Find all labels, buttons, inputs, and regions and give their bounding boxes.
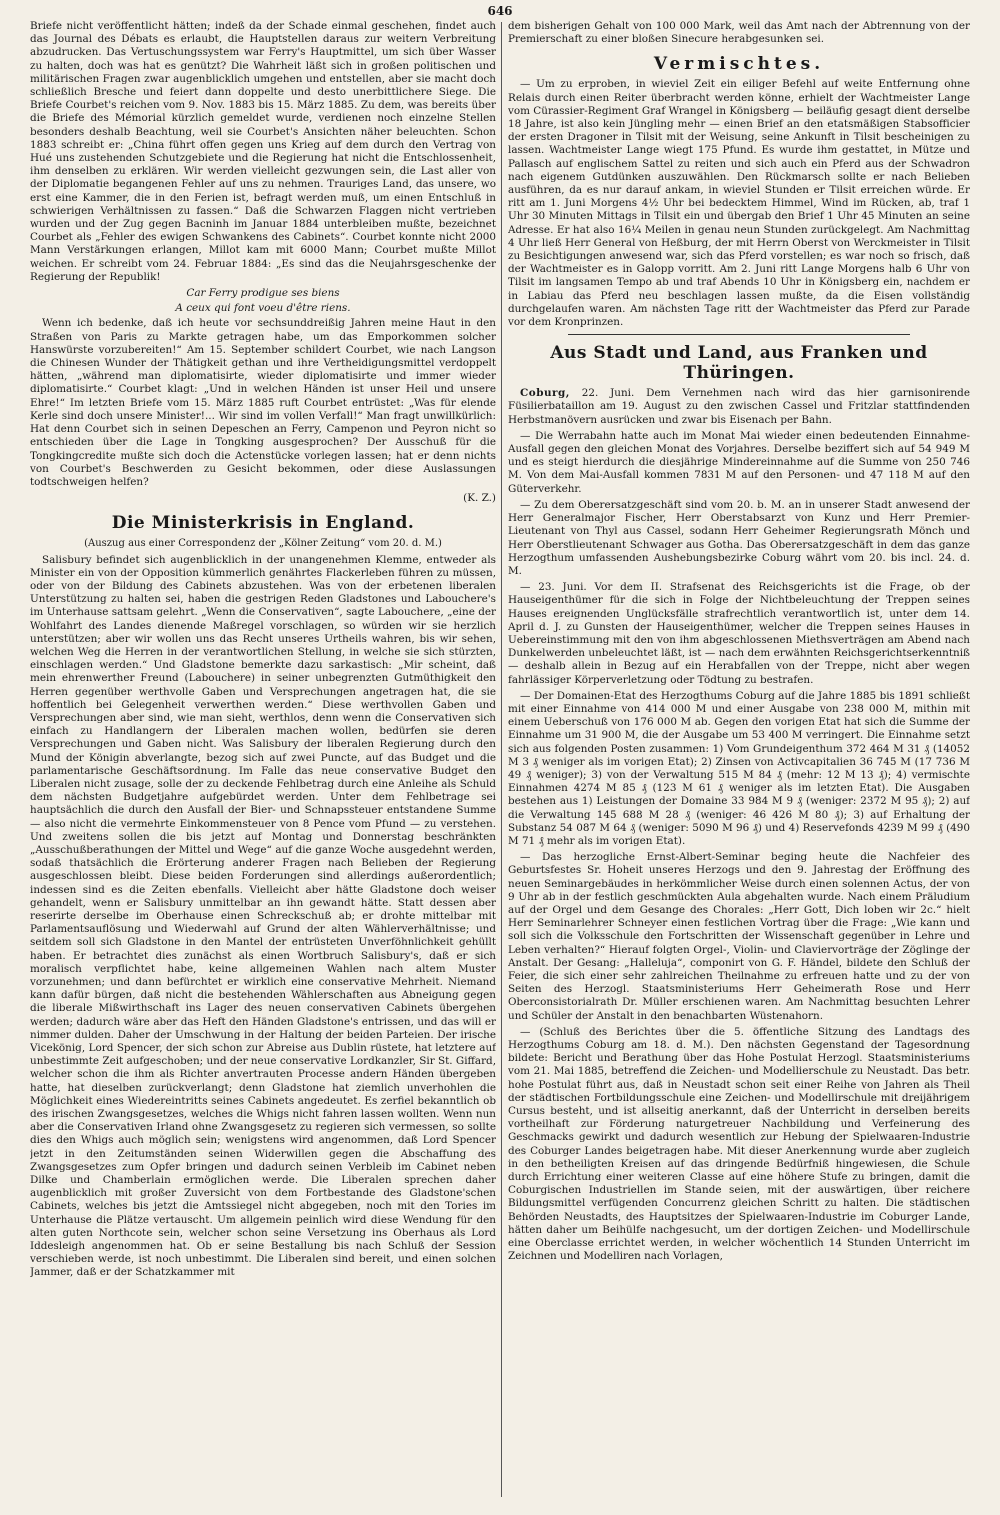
article-paragraph: dem bisherigen Gehalt von 100 000 Mark, weil das Amt nach der Abtrennung von der Premierschaft zu einer bloßen Sinecure herabgesunken sei. [508, 20, 970, 46]
article-paragraph: — Das herzogliche Ernst-Albert-Seminar beging heute die Nachfeier des Geburtsfestes Sr. Hoheit unseres Herzogs und den 9. Jahrestag der Eröffnung des neuen Seminargebäudes in herkömmlicher Weise durch einen solennen Actus, der von 9 Uhr ab in der festlich geschmückten Aula abgehalten wurde. Nach einem Präludium auf der Orgel und dem Gesange des Chorales: „Herr Gott, Dich loben wir 2c.“ hielt Herr Seminarlehrer Schneyer einen festlichen Vortrag über die Frage: „Wie kann und soll sich die Volksschule den Fortschritten der Wissenschaft gegenüber in Lehre und Leben verhalten?“ Hierauf folgten Orgel-, Violin- und Claviervorträge der Zöglinge der Anstalt. Der Gesang: „Halleluja“, componirt von G. F. Händel, bildete den Schluß der Feier, die sich einer sehr zahlreichen Theilnahme zu erfreuen hatte und zu der von Seiten des Herzogl. Staatsministeriums Herr Geheimerath Rose und Herr Oberconsistorialrath Dr. Müller erschienen waren. Am Nachmittag besuchten Lehrer und Schüler der Anstalt in den benachbarten Wüstenahorn. [508, 851, 970, 1022]
divider-rule [568, 334, 910, 335]
verse-line: Car Ferry prodigue ses biens [186, 287, 340, 300]
section-subtitle: (Auszug aus einer Correspondenz der „Kölner Zeitung“ vom 20. d. M.) [84, 538, 442, 550]
source-signature: (K. Z.) [463, 492, 496, 505]
article-paragraph: — 23. Juni. Vor dem II. Strafsenat des Reichsgerichts ist die Frage, ob der Hauseigenthümer für die sich in Folge der Nichtbeleuchtung der Treppen seines Hauses ereignenden Unglücksfälle strafrechtlich verantwortlich ist, unter dem 14. April d. J. zu Gunsten der Hauseigenthümer, welcher die Treppen seines Hauses in Uebereinstimmung mit den von ihm abgeschlossenen Miethsverträgen am Abend nach Dunkelwerden unbeleuchtet läßt, ist — nach dem erwähnten Reichsgerichtserkenntniß — deshalb allein in Bezug auf ein Herabfallen von der Treppe, nicht aber wegen fahrlässiger Körperverletzung oder Tödtung zu bestrafen. [508, 581, 970, 686]
column-divider [501, 22, 502, 1497]
article-paragraph: Salisbury befindet sich augenblicklich in der unangenehmen Klemme, entweder als Minister ein von der Opposition kümmerlich genährtes Flackerleben führen zu müssen, oder von der Bildung des Cabinets abzustehen. Was von der erbetenen liberalen Unterstützung zu halten sei, haben die gestrigen Reden Gladstones und Labouchere's im Unterhause sattsam gelehrt. „Wenn die Conservativen“, sagte Labouchere, „eine der Wohlfahrt des Landes dienende Maßregel vorschlagen, so würden wir sie herzlich unterstützen; aber wir wollen uns das Recht unseres Urtheils wahren, bis wir sehen, welchen Weg die Herren in der verantwortlichen Stellung, in welche sie sich stürzten, einschlagen werden.“ Und Gladstone bemerkte dazu sarkastisch: „Mir scheint, daß mein ehrenwerther Freund (Labouchere) in seiner unbegrenzten Gutmüthigkeit den Herren gegenüber werthvolle Gaben und Versprechungen angetragen hat, die sie hoffentlich bei Gelegenheit verwerthen werden.“ Diese werthvollen Gaben und Versprechungen aber sind, wie man sieht, werthlos, denn wenn die Conservativen sich einfach zu Handlangern der Liberalen machen wollen, bedürfen sie deren Versprechungen und Gaben nicht. Was Salisbury der liberalen Regierung durch den Mund der Königin abverlangte, bezog sich auf zwei Puncte, auf das Budget und die parlamentarische Geschäftsordnung. Im Falle das neue conservative Budget den Liberalen nicht zusage, solle der zu deckende Fehlbetrag durch eine Anleihe als Schuld dem nächsten Budgetjahre aufgebürdet werden. Unter dem Fehlbetrage sei hauptsächlich die durch den Ausfall der Bier- und Schnapssteuer entstandene Summe — also nicht die vermehrte Einkommensteuer von 8 Pence vom Pfund — zu verstehen. Und zweitens sollen die bis jetzt auf Montag und Donnerstag beschränkten „Ausschußberathungen der Mittel und Wege“ auf die ganze Woche ausgedehnt werden, sodaß thatsächlich die Erörterung anderer Fragen nach Belieben der Regierung ausgeschlossen bleibt. Diese beiden Forderungen sind allerdings außerordentlich; indessen sind es die Zeiten ebenfalls. Vielleicht aber hätte Gladstone doch weiser gehandelt, wenn er Salisbury unmittelbar an ihn gewandt hätte. Statt dessen aber reserirte derselbe im Oberhause einen Schreckschuß ab; er drohte mittelbar mit Parlamentsauflösung und Wiederwahl auf Grund der alten Wählerverhältnisse; und seitdem soll sich Gladstone in den Mantel der entrüsteten Unverföhnlichkeit gehüllt haben. Er betrachtet dies zunächst als einen Wortbruch Salisbury's, daß er sich moralisch verpflichtet habe, keine allgemeinen Wahlen nach altem Muster vorzunehmen; und dann befürchtet er wirklich eine conservative Mehrheit. Niemand kann dafür bürgen, daß nicht die bestehenden Wählerschaften aus Abneigung gegen die liberale Mißwirthschaft ins Lager des neuen conservativen Cabinets übergehen werden; dadurch wäre aber das Heft den Händen Gladstone's entrissen, und das will er nimmer dulden. Daher der Umschwung in der Haltung der beiden Parteien. Der irische Vicekönig, Lord Spencer, der sich schon zur Abreise aus Dublin rüstete, hat letztere auf unbestimmte Zeit aufgeschoben; und der neue conservative Lordkanzler, Sir St. Giffard, welcher schon die ihm als Richter anvertrauten Processe andern Händen übergeben hatte, hat dieselben zurückverlangt; denn Gladstone hat ziemlich unverhohlen die Möglichkeit eines Wiedereintritts seines Cabinets angedeutet. Es zerfiel bekanntlich ob des irischen Zwangsgesetzes, welches die Whigs nicht fahren lassen wollten. Wenn nun aber die Conservativen Irland ohne Zwangsgesetz zu regieren sich vermessen, so sollte dies den Whigs auch möglich sein; wenigstens wird angenommen, daß Lord Spencer jetzt in den Zeitumständen seinen Widerwillen gegen die Abschaffung des Zwangsgesetzes zum Opfer bringen und dadurch seinen Verbleib im Cabinet neben Dilke und Chamberlain ermöglichen werde. Die Liberalen sprechen daher augenblicklich mit großer Zuversicht von dem Fortbestande des Gladstone'schen Cabinets, welches bis jetzt die Amtssiegel nicht abgegeben, noch mit den Tories im Unterhause die Plätze vertauscht. Um allgemein peinlich wird diese Wendung für den alten guten Northcote sein, welcher schon seine Versetzung ins Oberhaus als Lord Iddesleigh angenommen hat. Ob er seine Bestallung bis nach Schluß der Session verschieben werde, ist noch unbestimmt. Die Liberalen sind bereit, und einen solchen Jammer, daß er der Schatzkammer mit [30, 553, 496, 1279]
verse-line: A ceux qui font voeu d'être riens. [175, 302, 351, 315]
article-paragraph: — Die Werrabahn hatte auch im Monat Mai wieder einen bedeutenden Einnahme-Ausfall gegen den gleichen Monat des Vorjahres. Derselbe beziffert sich auf 54 949 M und es steigt hierdurch die diesjährige Mindereinnahme auf die Summe von 250 746 M. Von dem Mai-Ausfall kommen 7831 M auf den Personen- und 47 118 M auf den Güterverkehr. [508, 429, 970, 495]
section-heading: Aus Stadt und Land, aus Franken und Thüringen. [550, 343, 928, 384]
page-number: 646 [487, 4, 513, 18]
dateline-city: Coburg, [520, 387, 570, 400]
article-paragraph: — Um zu erproben, in wieviel Zeit ein eiliger Befehl auf weite Entfernung ohne Relais durch einen Reiter überbracht werden könne, erhielt der Wachtmeister Lange vom Cürassier-Regiment Graf Wrangel in Königsberg — beiläufig gesagt dient derselbe 18 Jahre, ist also kein Jüngling mehr — einen Brief an den etatsmäßigen Stabsofficier der ersten Dragoner in Tilsit mit der Weisung, seine Ankunft in Tilsit bescheinigen zu lassen. Wachtmeister Lange wiegt 175 Pfund. Es wurde ihm gestattet, in Mütze und Pallasch auf englischem Sattel zu reiten und sich auch ein Pferd aus der Schwadron nach eigenem Gutdünken auszuwählen. Den Rückmarsch sollte er nach Belieben ausführen, da es nur darauf ankam, in wieviel Stunden er Tilsit erreichen würde. Er ritt am 1. Juni Morgens 4½ Uhr bei bedecktem Himmel, Wind im Rücken, ab, traf 1 Uhr 30 Minuten Mittags in Tilsit ein und übergab den Brief 1 Uhr 45 Minuten an seine Adresse. Er hat also 16¼ Meilen in genau neun Stunden zurückgelegt. Am Nachmittag 4 Uhr ließ Herr General von Heßburg, der mit Herrn Oberst von Werckmeister in Tilsit zu Besichtigungen anwesend war, sich das Pferd vorstellen; es war noch so frisch, daß der Wachtmeister es in Galopp vorritt. Am 2. Juni ritt Lange Morgens halb 6 Uhr von Tilsit im langsamen Tempo ab und traf Abends 10 Uhr in Königsberg ein, nachdem er in Labiau das Pferd neu beschlagen lassen mußte, da die Eisen vollständig durchgelaufen waren. Am nächsten Tage ritt der Wachtmeister das Pferd zur Parade vor dem Kronprinzen. [508, 78, 970, 329]
article-paragraph: — Zu dem Oberersatzgeschäft sind vom 20. b. M. an in unserer Stadt anwesend der Herr Generalmajor Fischer, Herr Oberstabsarzt von Kunz und Herr Premier-Lieutenant von Thyl aus Cassel, sodann Herr Geheimer Regierungsrath Mönch und Herr Oberstlieutenant Schwager aus Gotha. Das Oberersatzgeschäft in dem das ganze Herzogthum umfassenden Aushebungsbezirke Coburg währt vom 20. bis incl. 24. d. M. [508, 498, 970, 577]
article-paragraph: Wenn ich bedenke, daß ich heute vor sechsunddreißig Jahren meine Haut in den Straßen von Paris zu Markte getragen habe, um das Emporkommen solcher Hanswürste vorzubereiten!“ Am 15. September schildert Courbet, wie nach Langson die Chinesen Wunder der Thätigkeit gethan und ihre Vertheidigungsmittel verdoppelt hätten, „während man diplomatisirte, wieder diplomatisirte und immer wieder diplomatisirte.“ Courbet klagt: „Und in welchen Händen ist unser Heil und unsere Ehre!“ Im letzten Briefe vom 15. März 1885 ruft Courbet entrüstet: „Was für elende Kerle sind doch unsere Minister!... Wir sind im vollen Verfall!“ Man fragt unwillkürlich: Hat denn Courbet sich in seinen Depeschen an Ferry, Campenon und Peyron nicht so entschieden über die Lage in Tongking ausgesprochen? Der Ausschuß für die Tongkingcredite mußte sich doch die Actenstücke vorlegen lassen; hat er denn nichts von Courbet's Beschwerden zu Gesicht bekommen, oder diese Auslassungen todtschweigen helfen? [30, 317, 496, 488]
article-paragraph: Briefe nicht veröffentlicht hätten; indeß da der Schade einmal geschehen, findet auch das Journal des Débats es erlaubt, die Hauptstellen daraus zur weitern Verbreitung abzudrucken. Das Vertuschungssystem war Ferry's Hauptmittel, um sich über Wasser zu halten, doch was hat es genützt? Die Wahrheit läßt sich in großen politischen und militärischen Fragen zwar augenblicklich umgehen und entstellen, aber sie macht doch schließlich Bresche und feiert dann doppelte und desto unerbittlichere Siege. Die Briefe Courbet's reichen vom 9. Nov. 1883 bis 15. März 1885. Zu dem, was bereits über die Briefe des Mémorial kürzlich gemeldet wurde, verdienen noch einzelne Stellen besonders deshalb Beachtung, weil sie Courbet's Ansichten näher beleuchten. Schon 1883 schreibt er: „China führt offen gegen uns Krieg auf dem durch den Vertrag von Hué uns zustehenden Schutzgebiete und die Regierung hat nicht die Entschlossenheit, ihm denselben zu erklären. Wir werden vielleicht gezwungen sein, die Last aller von der Diplomatie begangenen Fehler auf uns zu nehmen. Trauriges Land, das unsere, wo erst eine Kammer, die in den Ferien ist, befragt werden muß, um einen Entschluß in schwierigen Verhältnissen zu fassen.“ Daß die Schwarzen Flaggen nicht vertrieben wurden und der Zug gegen Bacninh im Januar 1884 unterbleiben mußte, bezeichnet Courbet als „Fehler des ewigen Schwankens des Cabinets“. Courbet konnte nicht 2000 Mann Verstärkungen erlangen, Millot kam mit 6000 Mann; Courbet mußte Millot weichen. Er schreibt vom 24. Februar 1884: „Es sind das die Neujahrsgeschenke der Regierung der Republik! [30, 20, 496, 283]
article-paragraph [508, 387, 970, 427]
article-paragraph: — (Schluß des Berichtes über die 5. öffentliche Sitzung des Landtags des Herzogthums Coburg am 18. d. M.). Den nächsten Gegenstand der Tagesordnung bildete: Bericht und Berathung über das Hohe Postulat Herzogl. Staatsministeriums vom 21. Mai 1885, betreffend die Zeichen- und Modellierschule zu Neustadt. Das betr. hohe Postulat führt aus, daß in Neustadt schon seit einer Reihe von Jahren als Theil der städtischen Fortbildungsschule eine Zeichen- und Modellirschule mit dreijährigem Cursus besteht, und ist allseitig anerkannt, daß der Unterricht in derselben bereits vortheilhaft zur Förderung naturgetreuer Nachbildung und Verfeinerung des Geschmacks gewirkt und dadurch wesentlich zur Hebung der Spielwaaren-Industrie des Coburger Landes beigetragen habe. Mit dieser Anerkennung wurde aber zugleich in den betheiligten Kreisen auf das dringende Bedürfniß hingewiesen, die Schule durch Errichtung einer weiteren Classe auf eine höhere Stufe zu bringen, damit die Coburgischen Industriellen im Stande seien, mit der auswärtigen, über reichere Bildungsmittel verfügenden Concurrenz gleichen Schritt zu halten. Die städtischen Behörden Neustadts, des Hauptsitzes der Spielwaaren-Industrie im Coburger Lande, hätten daher um Beihülfe nachgesucht, um der dortigen Zeichen- und Modellirschule eine Oberclasse errichtet werden, in welcher wöchentlich 14 Stunden Unterricht im Zeichnen und Modelliren nach Vorlagen, [508, 1025, 970, 1263]
article-text: 22. Juni. Dem Vernehmen nach wird das hier garnisonirende Füsilierbataillon am 19. August zu den zwischen Cassel und Fritzlar stattfindenden Herbstmanövern ausrücken und zwar bis Eisenach per Bahn. [508, 387, 970, 426]
section-heading: Vermischtes. [653, 54, 825, 75]
article-paragraph: — Der Domainen-Etat des Herzogthums Coburg auf die Jahre 1885 bis 1891 schließt mit einer Einnahme von 414 000 M und einer Ausgabe von 238 000 M, mithin mit einem Ueberschuß von 176 000 M ab. Gegen den vorigen Etat hat sich die Summe der Einnahme um 31 900 M, die der Ausgabe um 53 400 M verringert. Die Einnahme setzt sich aus folgenden Posten zusammen: 1) Vom Grundeigenthum 372 464 M 31 ₰ (14052 M 3 ₰ weniger als im vorigen Etat); 2) Zinsen von Activcapitalien 36 745 M (17 736 M 49 ₰ weniger); 3) von der Verwaltung 515 M 84 ₰ (mehr: 12 M 13 ₰); 4) vermischte Einnahmen 4274 M 85 ₰ (123 M 61 ₰ weniger als im letzten Etat). Die Ausgaben bestehen aus 1) Leistungen der Domaine 33 984 M 9 ₰ (weniger: 2372 M 95 ₰); 2) auf die Verwaltung 145 688 M 28 ₰ (weniger: 46 426 M 80 ₰); 3) auf Erhaltung der Substanz 54 087 M 64 ₰ (weniger: 5090 M 96 ₰) und 4) Reservefonds 4239 M 99 ₰ (490 M 71 ₰ mehr als im vorigen Etat). [508, 689, 970, 847]
left-column [30, 20, 496, 1500]
section-heading: Die Ministerkrisis in England. [111, 513, 415, 534]
right-column [508, 20, 970, 1500]
